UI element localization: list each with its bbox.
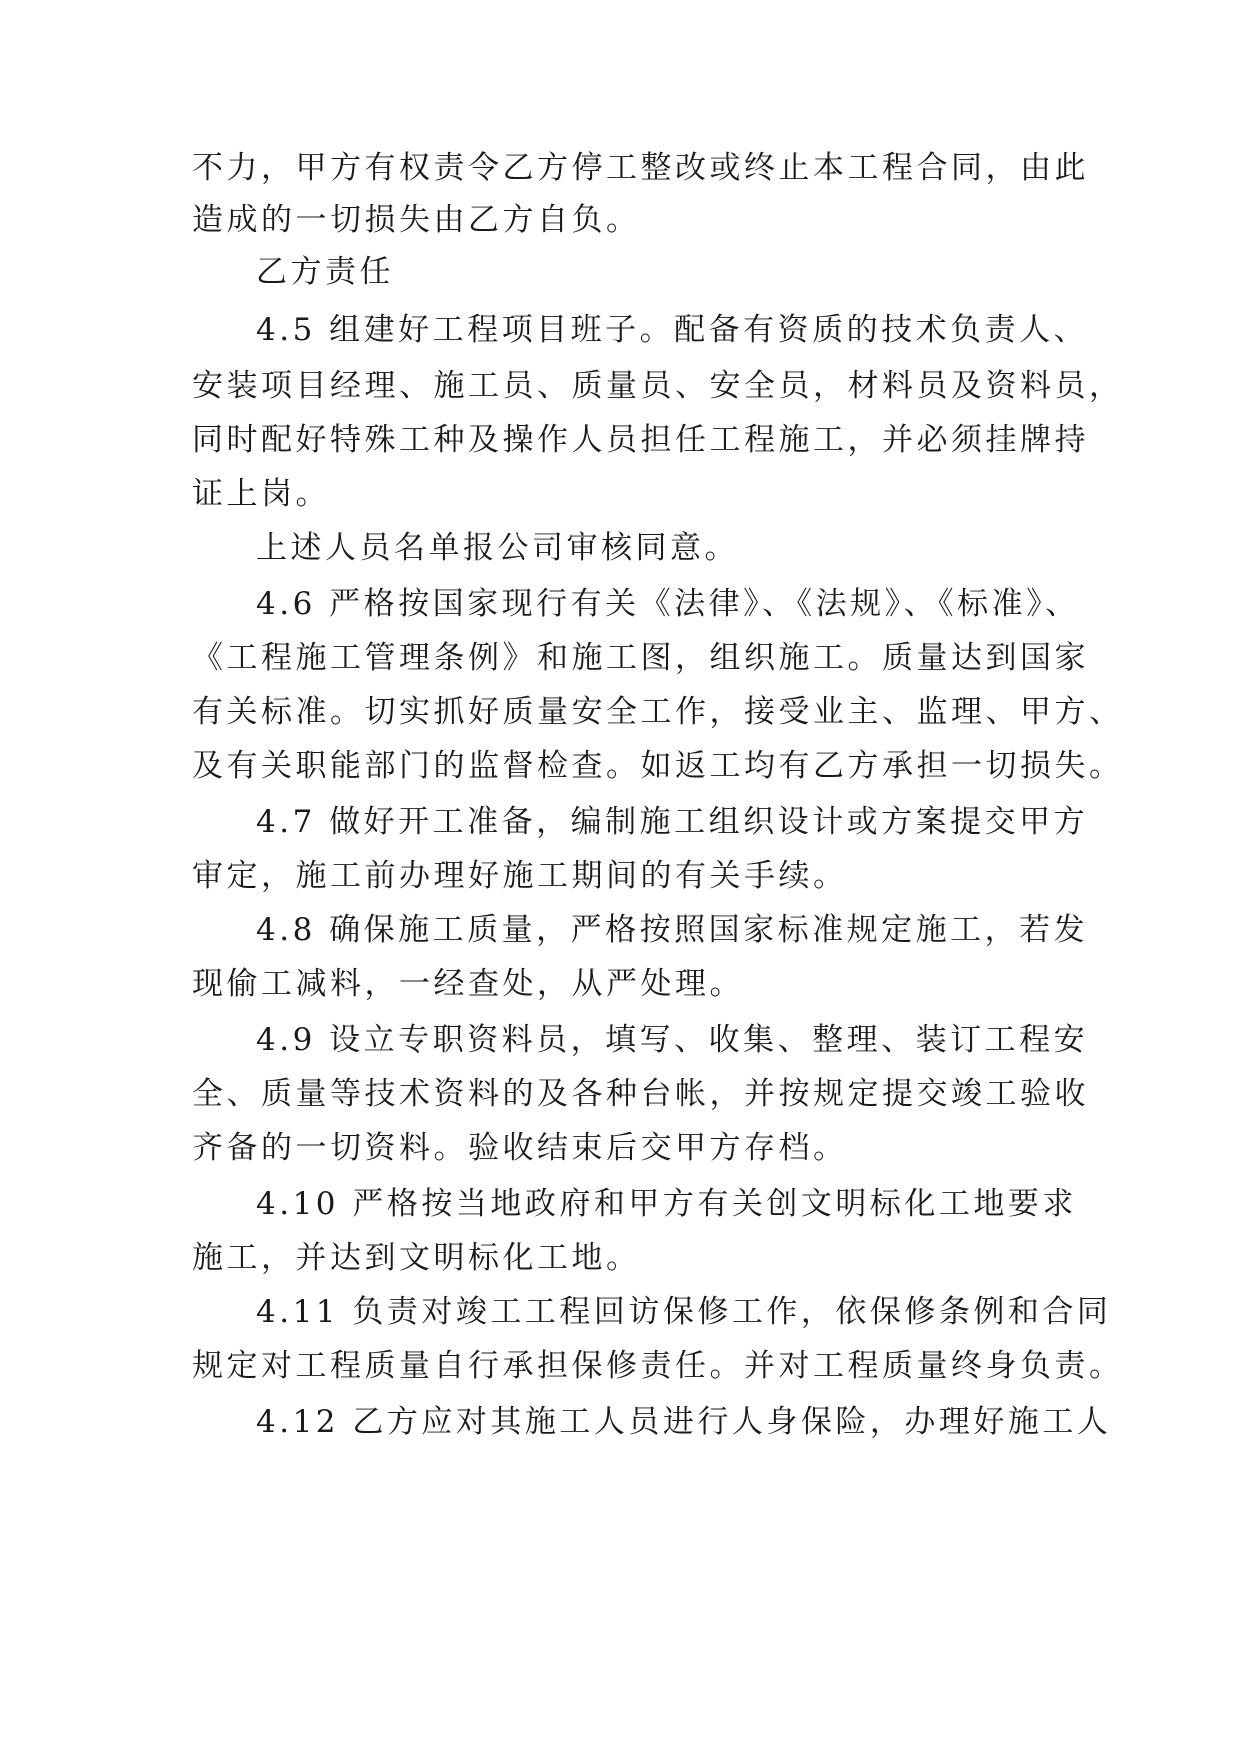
clause-4-6-line-3: 有关标准。切实抓好质量安全工作，接受业主、监理、甲方、 [192,694,1124,730]
approval-line: 上述人员名单报公司审核同意。 [256,530,739,566]
clause-4-12-line-1: 4.12 乙方应对其施工人员进行人身保险，办理好施工人 [256,1404,1112,1440]
clause-4-6-line-2: 《工程施工管理条例》和施工图，组织施工。质量达到国家 [192,640,1089,676]
section-heading: 乙方责任 [256,254,394,290]
clause-4-11-line-2: 规定对工程质量自行承担保修责任。并对工程质量终身负责。 [192,1348,1124,1384]
clause-4-6-line-1: 4.6 严格按国家现行有关《法律》、《法规》、《标准》、 [256,586,1080,622]
clause-4-11-line-1: 4.11 负责对竣工工程回访保修工作，依保修条例和合同 [256,1294,1112,1330]
clause-4-7-line-1: 4.7 做好开工准备，编制施工组织设计或方案提交甲方 [256,804,1089,840]
clause-4-9-line-2: 全、质量等技术资料的及各种台帐，并按规定提交竣工验收 [192,1076,1089,1112]
clause-4-10-line-2: 施工，并达到文明标化工地。 [192,1240,641,1276]
text-line-1: 不力，甲方有权责令乙方停工整改或终止本工程合同，由此 [192,150,1089,186]
clause-4-9-line-1: 4.9 设立专职资料员，填写、收集、整理、装订工程安 [256,1022,1089,1058]
clause-4-5-line-4: 证上岗。 [192,476,330,512]
clause-4-9-line-3: 齐备的一切资料。验收结束后交甲方存档。 [192,1130,848,1166]
clause-4-8-line-2: 现偷工减料，一经查处，从严处理。 [192,966,744,1002]
clause-4-10-line-1: 4.10 严格按当地政府和甲方有关创文明标化工地要求 [256,1186,1077,1222]
clause-4-5-line-1: 4.5 组建好工程项目班子。配备有资质的技术负责人、 [256,312,1089,348]
clause-4-5-line-3: 同时配好特殊工种及操作人员担任工程施工，并必须挂牌持 [192,422,1089,458]
clause-4-7-line-2: 审定，施工前办理好施工期间的有关手续。 [192,858,848,894]
text-line-2: 造成的一切损失由乙方自负。 [192,202,641,238]
clause-4-8-line-1: 4.8 确保施工质量，严格按照国家标准规定施工，若发 [256,912,1089,948]
clause-4-6-line-4: 及有关职能部门的监督检查。如返工均有乙方承担一切损失。 [192,748,1124,784]
clause-4-5-line-2: 安装项目经理、施工员、质量员、安全员，材料员及资料员， [192,368,1124,404]
